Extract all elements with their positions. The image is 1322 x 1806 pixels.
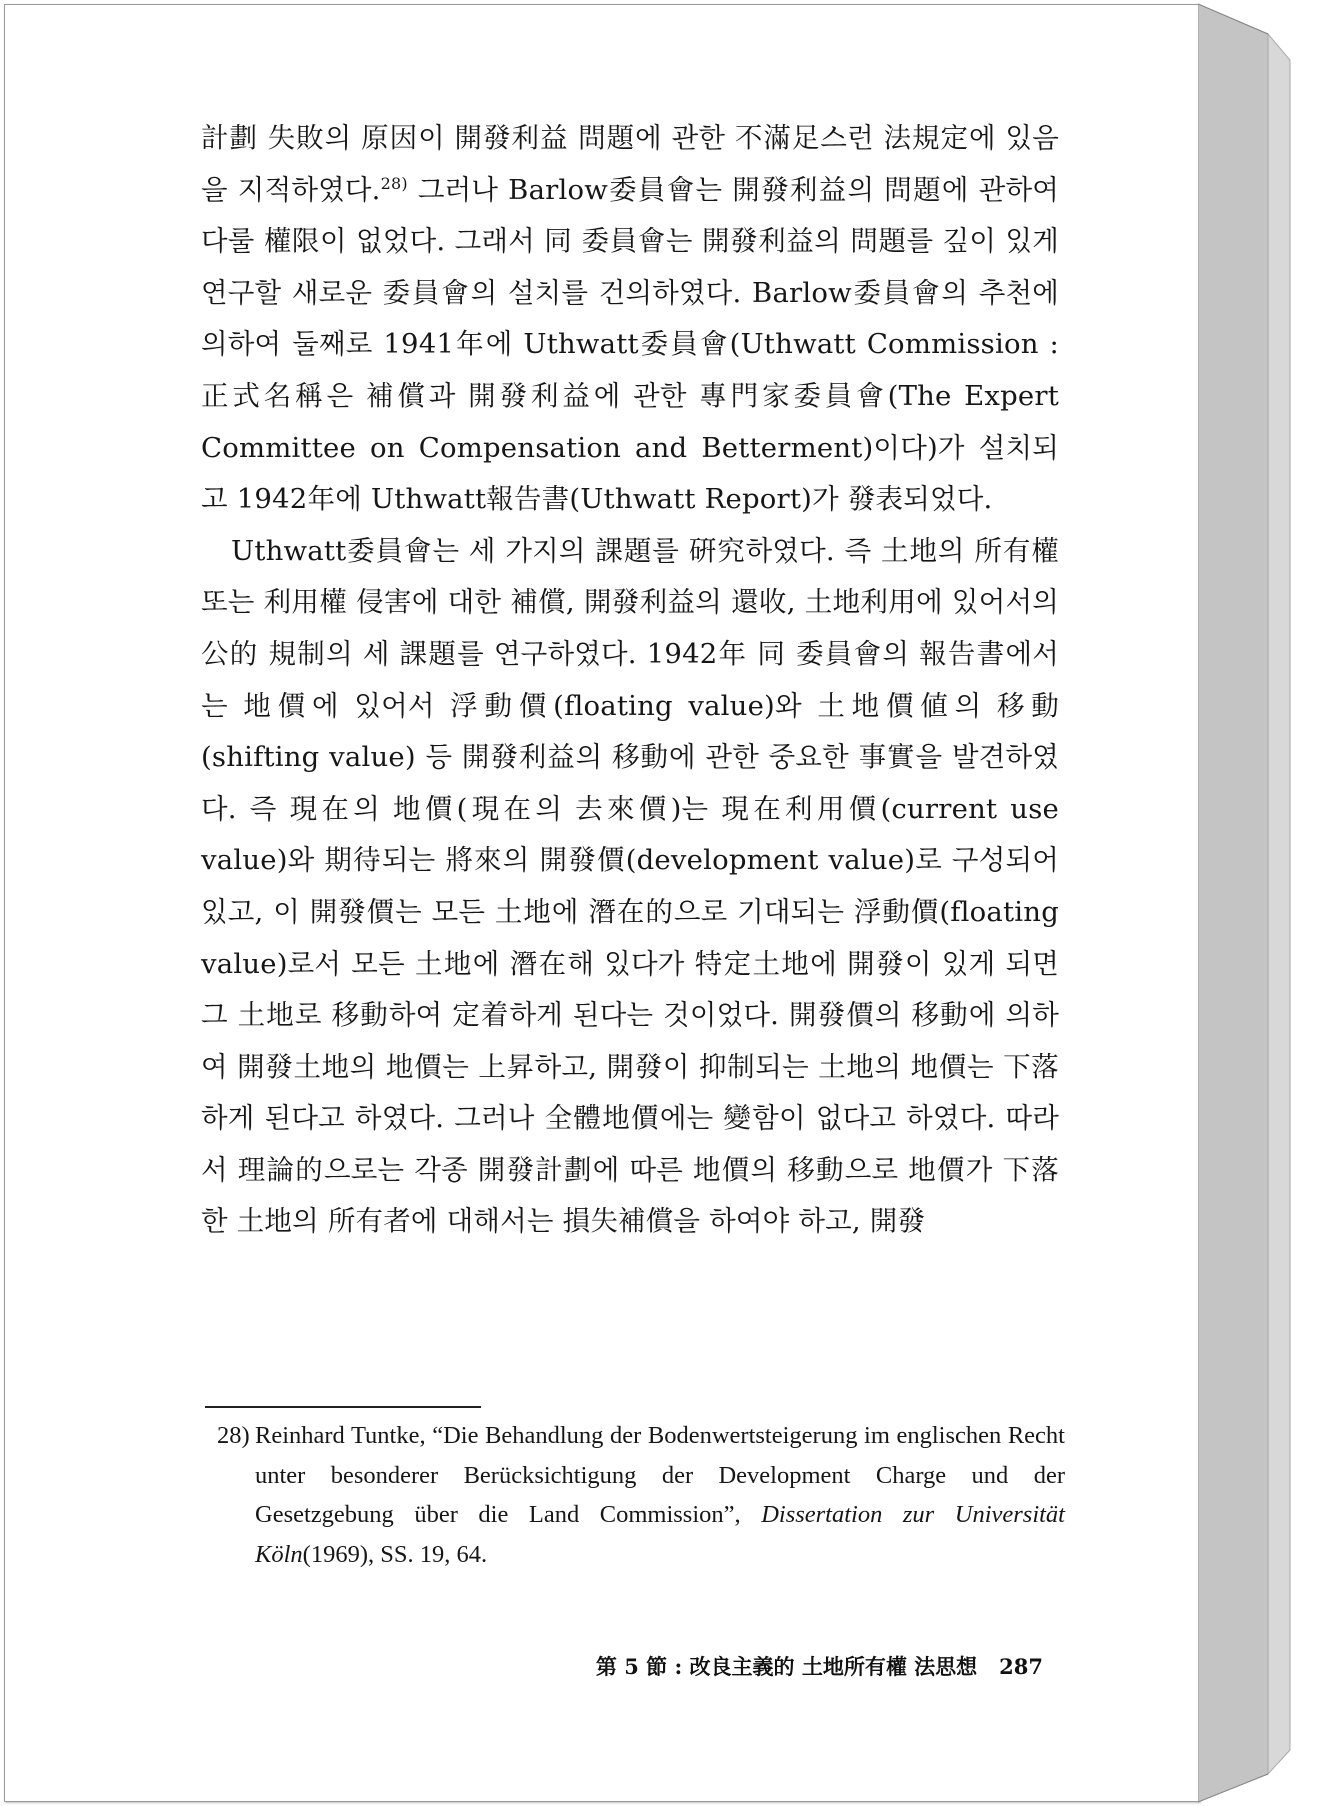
body-text — [201, 113, 1059, 1248]
footnote-title-italic: Dissertation zur Universität Köln — [255, 1501, 1065, 1568]
footnote-body — [255, 1416, 1065, 1574]
footnote-number: 28) — [217, 1422, 250, 1449]
paragraph-1-continued: 그러나 Barlow委員會는 開發利益의 問題에 관하여 다룰 權限이 없었다. 그래서 同 委員會는 開發利益의 問題를 깊이 있게 연구할 새로운 委員會의 설치를 건의하였다. Barlow委員會의 추천에 의하여 둘째로 1941年에 Uthwatt委員會(Uthwatt Commission : 正式名稱은 補償과 開發利益에 관한 專門家委員會(The Expert Committee on Compensation and Betterment)이다)가 설치되고 1942年에 Uthwatt報告書(Uthwatt Report)가 發表되었다. — [201, 173, 1059, 516]
running-footer-title: 第 5 節 : 改良主義的 土地所有權 法思想 — [595, 1654, 978, 1679]
book-edge — [1198, 0, 1322, 1806]
paragraph-1 — [201, 113, 1059, 526]
running-footer — [545, 1651, 1043, 1681]
paragraph-2: Uthwatt委員會는 세 가지의 課題를 硏究하였다. 즉 土地의 所有權 또는 利用權 侵害에 대한 補償, 開發利益의 還收, 土地利用에 있어서의 公的 規制의 세 課題를 연구하였다. 1942年 同 委員會의 報告書에서는 地價에 있어서 浮動價(floating value)와 土地價値의 移動(shifting value) 등 開發利益의 移動에 관한 중요한 事實을 발견하였다. 즉 現在의 地價(現在의 去來價)는 現在利用價(current use value)와 期待되는 將來의 開發價(development value)로 구성되어 있고, 이 開發價는 모든 土地에 潛在的으로 기대되는 浮動價(floating value)로서 모든 土地에 潛在해 있다가 特定土地에 開發이 있게 되면 그 土地로 移動하여 定着하게 된다는 것이었다. 開發價의 移動에 의하여 開發土地의 地價는 上昇하고, 開發이 抑制되는 土地의 地價는 下落하게 된다고 하였다. 그러나 全體地價에는 變함이 없다고 하였다. 따라서 理論的으로는 각종 開發計劃에 따른 地價의 移動으로 地價가 下落한 土地의 所有者에 대해서는 損失補償을 하여야 하고, 開發 — [201, 534, 1059, 1238]
footnote-tail: (1969), SS. 19, 64. — [302, 1540, 488, 1568]
book-page — [4, 4, 1200, 1802]
footnote — [217, 1416, 1065, 1574]
footnote-reference: 28) — [380, 173, 408, 193]
footnote-text: Reinhard Tuntke, “Die Behandlung der Bodenwertsteigerung im englischen Recht unter besonderer Berücksichtigung der Development Charge und der Gesetzgebung über die Land Commission”, — [255, 1422, 1065, 1528]
footnote-divider — [205, 1406, 481, 1408]
paragraph-1-text: 計劃 失敗의 原因이 開發利益 問題에 관한 不滿足스런 法規定에 있음을 지적하였다. — [201, 122, 1059, 206]
page-number: 287 — [999, 1654, 1043, 1679]
